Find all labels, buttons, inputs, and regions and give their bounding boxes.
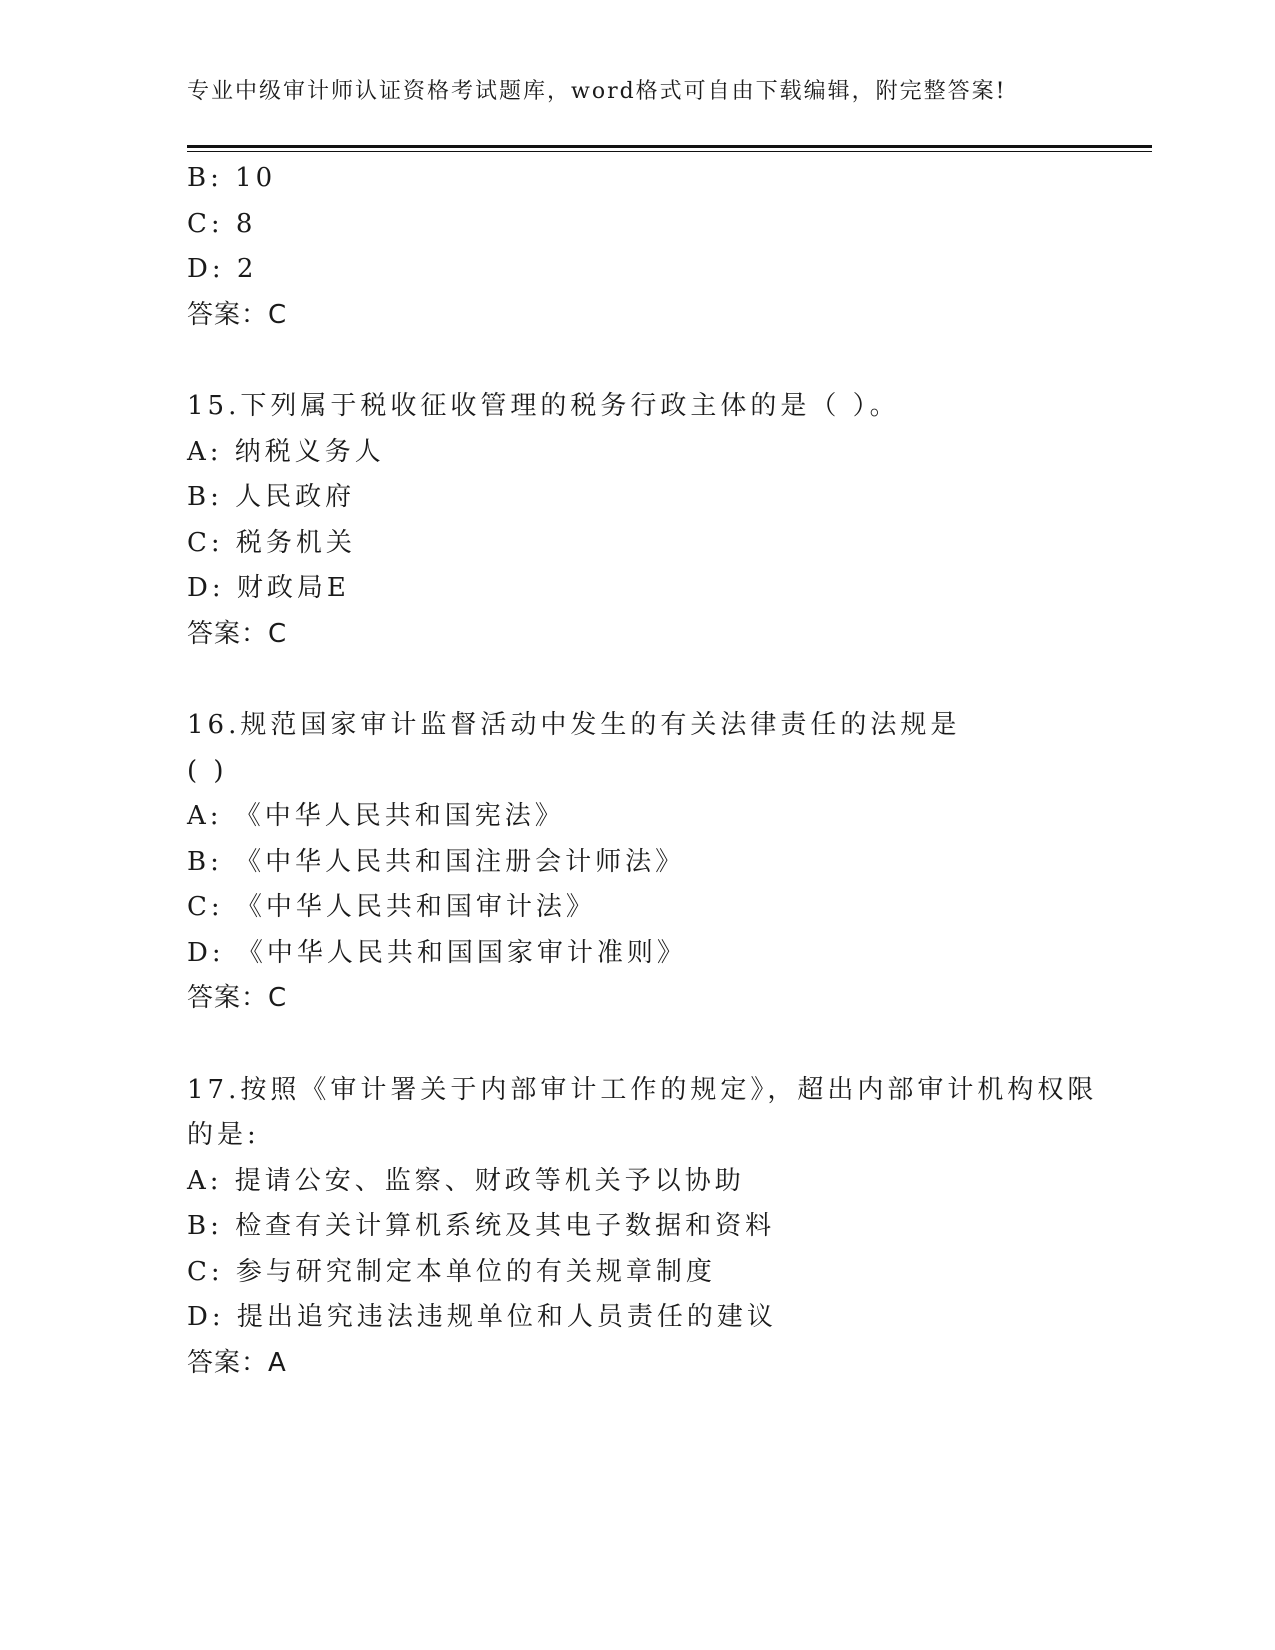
option-a: A: 提请公安、监察、财政等机关予以协助 <box>187 1165 745 1196</box>
question-15 <box>187 384 1152 657</box>
option-b: B: 《中华人民共和国注册会计师法》 <box>187 846 686 877</box>
header-rule <box>187 145 1152 148</box>
option-c: C: 税务机关 <box>187 527 356 558</box>
question-stem-continued: 的是: <box>187 1120 260 1150</box>
spacer <box>187 657 1152 703</box>
option-d: D: 2 <box>187 254 258 284</box>
answer-line: 答案：C <box>187 299 288 330</box>
option-d: D: 财政局E <box>187 573 350 603</box>
option-c: C: 《中华人民共和国审计法》 <box>187 892 596 922</box>
question-stem: 17.按照《审计署关于内部审计工作的规定》，超出内部审计机构权限 <box>187 1074 1098 1105</box>
option-b: B: 检查有关计算机系统及其电子数据和资料 <box>187 1211 776 1241</box>
question-17 <box>187 1068 1152 1387</box>
answer-line: 答案：C <box>187 983 288 1013</box>
option-b: B: 10 <box>187 163 277 193</box>
question-stem-continued: ( ) <box>187 755 228 786</box>
option-a: A: 纳税义务人 <box>187 436 385 467</box>
spacer <box>187 1022 1152 1068</box>
page-header: 专业中级审计师认证资格考试题库，word格式可自由下载编辑，附完整答案! <box>187 79 1007 104</box>
question-stem: 15.下列属于税收征收管理的税务行政主体的是（ ）。 <box>187 391 900 421</box>
option-a: A: 《中华人民共和国宪法》 <box>187 801 565 831</box>
question-16 <box>187 703 1152 1022</box>
question-stem: 16.规范国家审计监督活动中发生的有关法律责任的法规是 <box>187 710 961 740</box>
option-d: D: 《中华人民共和国国家审计准则》 <box>187 937 687 968</box>
header-rule-thin <box>187 151 1152 152</box>
question-content <box>187 156 1152 1386</box>
spacer <box>187 338 1152 384</box>
option-c: C: 8 <box>187 208 257 239</box>
prev-question-block <box>187 156 1152 338</box>
option-b: B: 人民政府 <box>187 482 356 512</box>
answer-line: 答案：C <box>187 618 288 649</box>
answer-line: 答案：A <box>187 1347 287 1378</box>
option-c: C: 参与研究制定本单位的有关规章制度 <box>187 1256 716 1287</box>
option-d: D: 提出追究违法违规单位和人员责任的建议 <box>187 1302 777 1332</box>
